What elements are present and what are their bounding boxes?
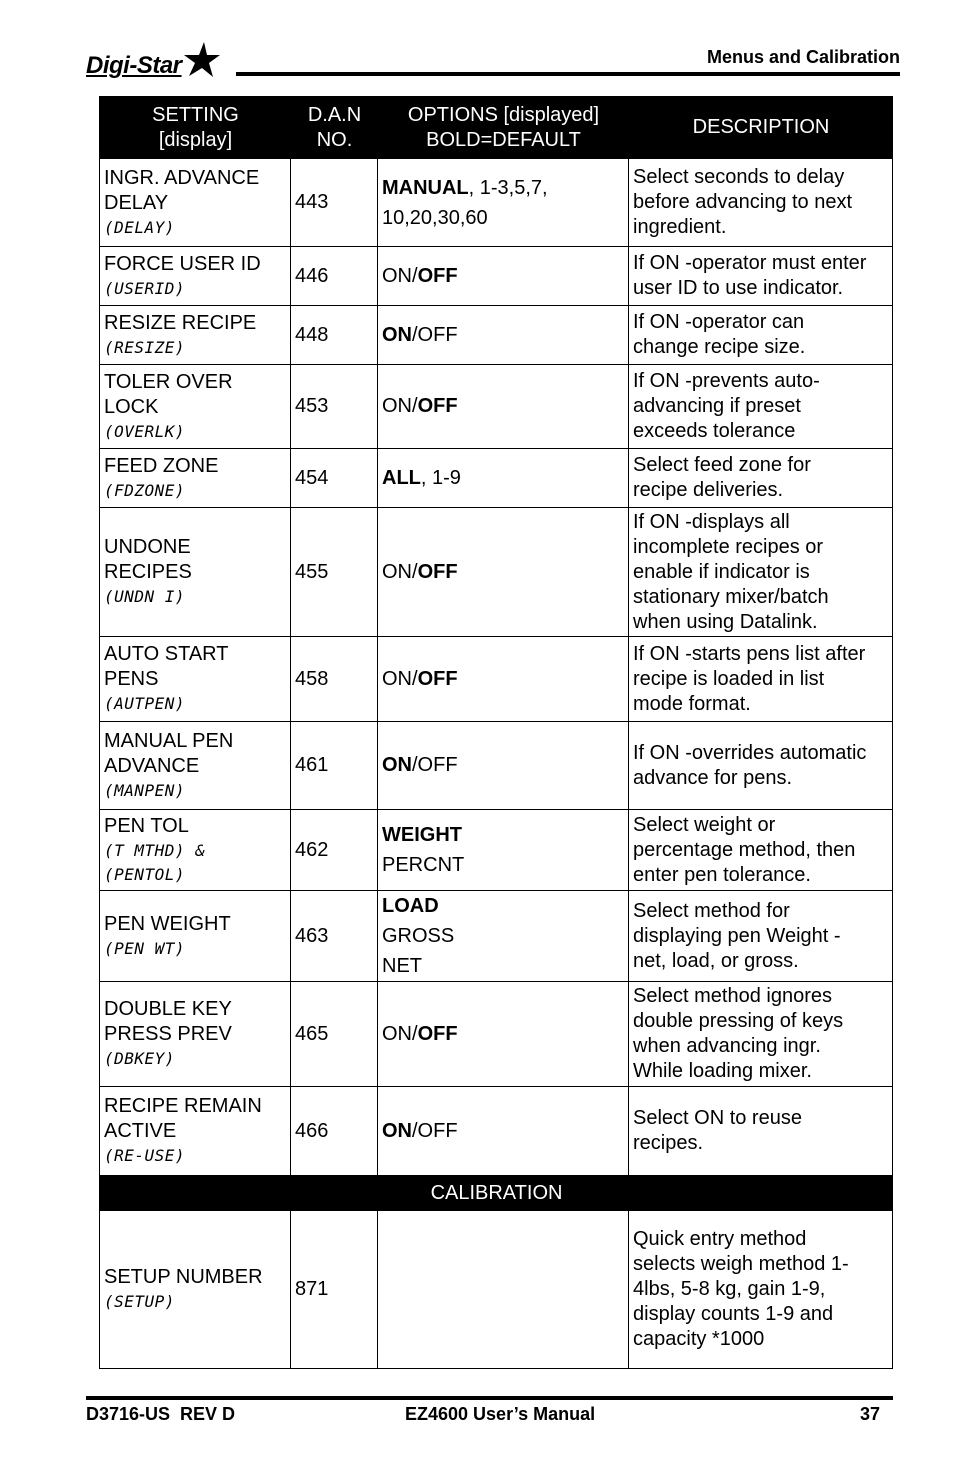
setting-name: PEN WEIGHT [104,912,231,935]
table-row [100,891,893,982]
description-cell [629,508,893,637]
options-cell [378,449,629,508]
setting-cell [100,722,291,810]
header-dan-line2: NO. [316,128,353,151]
description-line: If ON -operator can [633,311,805,333]
option-default: ALL [382,466,421,489]
manual-title: EZ4600 User’s Manual [405,1404,596,1424]
description-line: If ON -starts pens list after [633,642,866,665]
setting-display-code: (OVERLK) [104,421,186,441]
description-line: when advancing ingr. [633,1035,821,1057]
setting-name: MANUAL PEN [104,729,234,752]
setting-name: ADVANCE [104,754,200,777]
option-value: /OFF [412,1119,458,1142]
setting-name: RECIPE REMAIN [104,1095,262,1117]
setting-cell [100,637,291,722]
footer-rule [86,1396,893,1400]
table-row [100,365,893,449]
description-line: enter pen tolerance. [633,863,811,886]
description-cell [629,722,893,810]
option-line [382,264,625,289]
options-cell [378,365,629,449]
setting-display-code: (RESIZE) [104,337,186,357]
header-description: DESCRIPTION [629,97,893,159]
options-cell [378,637,629,722]
dan-number: 466 [291,1087,378,1176]
description-line: change recipe size. [633,336,806,358]
table-header-row [100,97,893,159]
dan-number: 463 [291,891,378,982]
header-setting [100,97,291,159]
description-line: user ID to use indicator. [633,277,844,299]
options-cell [378,159,629,247]
option-value: ON/ [382,1022,418,1045]
option-line [382,820,625,850]
option-line [382,850,625,880]
options-cell [378,722,629,810]
option-line [382,394,625,419]
setting-name: FEED ZONE [104,454,219,477]
dan-number: 461 [291,722,378,810]
dan-number: 443 [291,159,378,247]
description-cell [629,891,893,982]
option-line [382,560,625,585]
description-cell [629,306,893,365]
dan-number: 871 [291,1211,378,1369]
option-default: OFF [417,395,458,417]
description-line: recipe is loaded in list [633,667,825,690]
description-line: recipe deliveries. [633,479,784,501]
setting-cell [100,1087,291,1176]
dan-number: 458 [291,637,378,722]
options-cell [378,508,629,637]
header-options-line2: BOLD=DEFAULT [426,128,581,151]
options-cell [378,891,629,982]
option-default: OFF [417,1022,458,1045]
settings-table [99,96,893,1369]
table-row [100,637,893,722]
dan-number: 453 [291,365,378,449]
description-cell [629,810,893,891]
option-line [382,921,625,951]
dan-number: 454 [291,449,378,508]
description-line: capacity *1000 [633,1328,765,1350]
option-value: ON/ [382,395,418,417]
setting-cell [100,810,291,891]
setting-cell [100,306,291,365]
option-line [382,891,625,921]
option-value: 10,20,30,60 [382,206,488,229]
description-line: Select method for [633,899,790,922]
options-cell [378,1087,629,1176]
doc-number: D3716-US REV D [86,1404,236,1424]
table-body [100,159,893,1176]
setting-name: SETUP NUMBER [104,1266,263,1288]
description-line: Select method ignores [633,985,833,1007]
description-line: If ON -displays all [633,510,790,533]
description-cell [629,159,893,247]
header-setting-line1: SETTING [152,103,239,126]
option-default: MANUAL [382,176,469,199]
table-row [100,508,893,637]
setting-display-code: (FDZONE) [104,480,186,500]
setting-name: FORCE USER ID [104,252,261,275]
dan-number: 455 [291,508,378,637]
setting-cell [100,365,291,449]
setting-name: LOCK [104,395,159,418]
description-line: display counts 1-9 and [633,1303,834,1325]
option-default: WEIGHT [382,824,462,846]
description-line: If ON -overrides automatic [633,741,867,764]
description-line: stationary mixer/batch [633,585,829,608]
options-cell [378,306,629,365]
option-line [382,173,625,203]
description-line: double pressing of keys [633,1010,844,1032]
option-default: ON [382,754,412,776]
table-row [100,1211,893,1369]
setting-name: RECIPES [104,561,192,583]
star-icon [180,40,220,80]
setting-name: PENS [104,668,159,690]
setting-name: AUTO START [104,643,229,665]
setting-name: PEN TOL [104,814,189,837]
option-default: ON [382,1119,412,1142]
table-row [100,722,893,810]
setting-display-code: (SETUP) [104,1292,175,1311]
setting-display-code: (MANPEN) [104,780,186,800]
setting-cell [100,159,291,247]
option-line [382,466,625,491]
setting-cell [100,1211,291,1369]
options-cell [378,247,629,306]
description-line: advancing if preset [633,395,801,417]
setting-cell [100,508,291,637]
header-options [378,97,629,159]
brand-name: Digi-Star [86,52,182,79]
setting-display-code: (DBKEY) [104,1049,175,1068]
option-value: PERCNT [382,854,465,876]
description-line: Select feed zone for [633,454,811,476]
setting-display-code: (RE-USE) [104,1146,186,1165]
options-cell [378,810,629,891]
option-value: NET [382,955,422,977]
description-line: Quick entry method [633,1228,807,1250]
option-line [382,323,625,348]
setting-name: TOLER OVER [104,370,233,393]
description-line: when using Datalink. [633,610,818,633]
dan-number: 465 [291,982,378,1087]
description-line: ingredient. [633,216,727,238]
setting-name: PRESS PREV [104,1023,232,1045]
option-line [382,1119,625,1144]
dan-number: 446 [291,247,378,306]
table-row [100,810,893,891]
description-line: enable if indicator is [633,560,810,583]
setting-display-code: (T MTHD) & (PENTOL) [104,840,206,884]
description-line: net, load, or gross. [633,949,799,972]
description-cell [629,449,893,508]
setting-display-code: (DELAY) [104,217,175,237]
table-row [100,247,893,306]
description-line: Select ON to reuse [633,1107,802,1129]
setting-display-code: (UNDN I) [104,587,186,606]
options-cell [378,1211,629,1369]
description-line: Select seconds to delay [633,166,845,188]
description-line: advance for pens. [633,766,792,789]
description-cell [629,982,893,1087]
option-value: ON/ [382,560,418,583]
option-default: OFF [417,667,458,690]
option-line [382,203,625,233]
table-row [100,449,893,508]
setting-name: DELAY [104,191,169,214]
description-line: 4lbs, 5-8 kg, gain 1-9, [633,1278,826,1300]
description-line: incomplete recipes or [633,535,824,558]
option-value: ON/ [382,667,418,690]
option-default: OFF [417,560,458,583]
calibration-header-row [100,1176,893,1211]
description-line: recipes. [633,1132,704,1154]
description-line: If ON -prevents auto- [633,370,820,392]
digi-star-logo [86,40,220,80]
dan-number: 448 [291,306,378,365]
setting-name: DOUBLE KEY [104,998,232,1020]
description-line: While loading mixer. [633,1060,812,1082]
option-line [382,667,625,692]
option-value: , 1-3,5,7, [468,176,548,199]
header-dan [291,97,378,159]
dan-number: 462 [291,810,378,891]
options-cell [378,982,629,1087]
description-line: percentage method, then [633,838,856,861]
option-default: OFF [417,264,458,287]
option-value: , 1-9 [420,466,461,489]
description-cell [629,1211,893,1369]
option-value: /OFF [412,754,458,776]
header-options-line1: OPTIONS [displayed] [407,103,600,126]
option-default: ON [382,323,412,346]
option-value: /OFF [412,323,458,346]
option-line [382,951,625,981]
setting-cell [100,449,291,508]
description-line: selects weigh method 1- [633,1253,849,1275]
option-value: GROSS [382,925,455,947]
calibration-title: CALIBRATION [100,1176,893,1211]
description-line: exceeds tolerance [633,420,796,442]
header-dan-line1: D.A.N [307,103,362,126]
description-line: mode format. [633,692,751,715]
setting-display-code: (PEN WT) [104,938,186,958]
description-cell [629,637,893,722]
setting-name: ACTIVE [104,1120,177,1142]
setting-name: INGR. ADVANCE [104,166,260,189]
option-default: LOAD [382,895,439,917]
option-value: ON/ [382,264,418,287]
header-setting-line2: [display] [158,128,233,151]
setting-cell [100,247,291,306]
description-cell [629,247,893,306]
table-row [100,159,893,247]
setting-cell [100,891,291,982]
calibration-body [100,1176,893,1369]
description-line: If ON -operator must enter [633,252,867,274]
setting-display-code: (AUTPEN) [104,694,186,713]
option-line [382,1022,625,1047]
table-row [100,1087,893,1176]
section-title: Menus and Calibration [706,47,900,67]
setting-name: RESIZE RECIPE [104,311,257,334]
option-line [382,753,625,778]
description-cell [629,365,893,449]
description-line: before advancing to next [633,191,853,213]
setting-cell [100,982,291,1087]
description-cell [629,1087,893,1176]
setting-name: UNDONE [104,536,191,558]
page-number: 37 [859,1404,880,1424]
description-line: Select weight or [633,813,776,836]
table-row [100,982,893,1087]
description-line: displaying pen Weight - [633,924,841,947]
setting-display-code: (USERID) [104,278,186,298]
table-row [100,306,893,365]
header-rule [236,72,900,76]
